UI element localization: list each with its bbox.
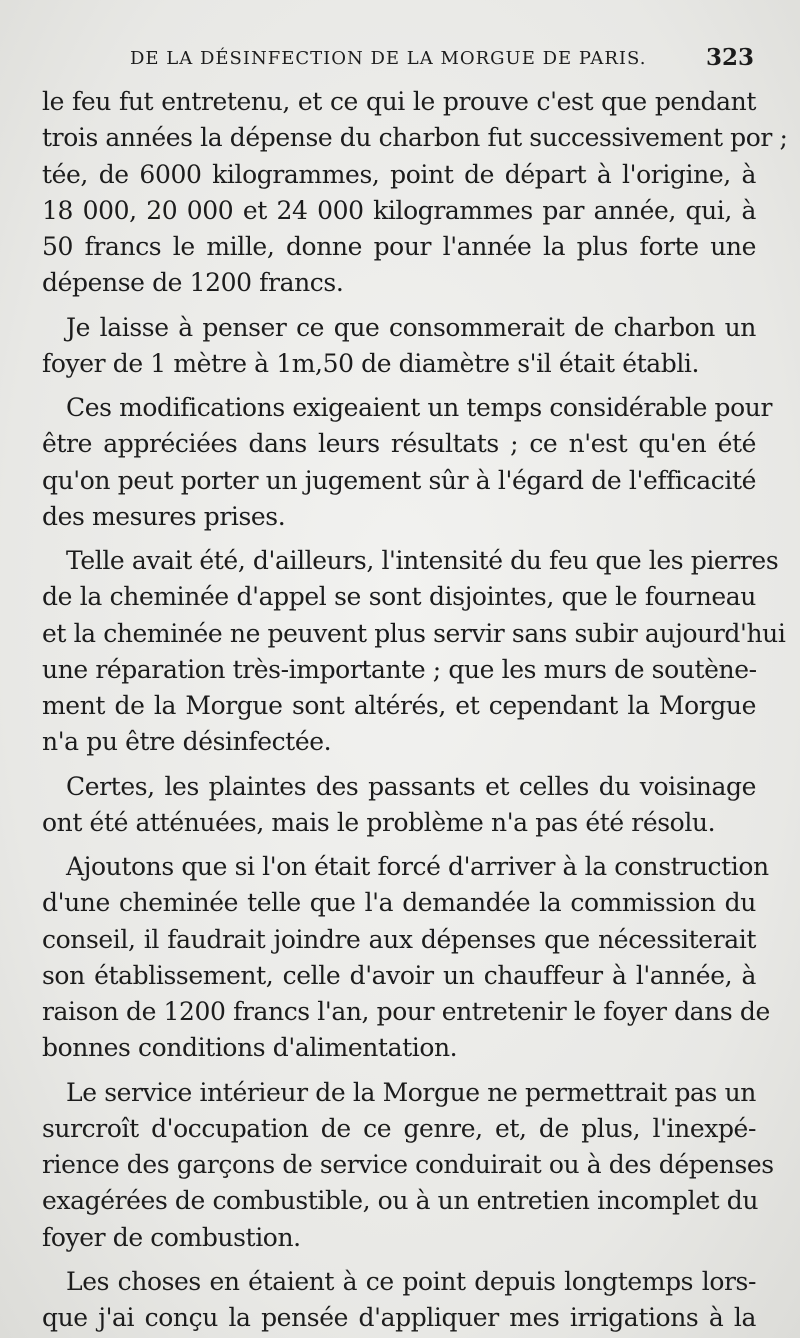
- text-line: conseil, il faudrait joindre aux dépenses que nécessiterait: [42, 924, 756, 954]
- paragraph: [42, 769, 756, 842]
- text-line: trois années la dépense du charbon fut successivement por ;: [42, 123, 788, 153]
- text-line: surcroît d'occupation de ce genre, et, de plus, l'inexpé-: [42, 1113, 756, 1143]
- text-line: bonnes conditions d'alimentation.: [42, 1033, 458, 1063]
- text-line: Telle avait été, d'ailleurs, l'intensité du feu que les pierres: [66, 546, 779, 575]
- paragraph: [42, 849, 770, 1067]
- text-line: tée, de 6000 kilogrammes, point de départ à l'origine, à: [42, 159, 756, 189]
- text-line: d'une cheminée telle que l'a demandée la commission du: [42, 888, 756, 918]
- text-line: 18 000, 20 000 et 24 000 kilogrammes par année, qui, à: [42, 195, 756, 225]
- text-line: une réparation très-importante ; que les murs de soutène-: [42, 654, 757, 684]
- text-line: Ces modifications exigeaient un temps considérable pour: [66, 393, 773, 422]
- text-line: le feu fut entretenu, et ce qui le prouve c'est que pendant: [42, 87, 756, 116]
- body-text: [42, 84, 788, 1336]
- text-line: foyer de combustion.: [42, 1222, 301, 1252]
- text-line: n'a pu être désinfectée.: [42, 727, 332, 757]
- text-line: qu'on peut porter un jugement sûr à l'égard de l'efficacité: [42, 465, 756, 495]
- text-line: Le service intérieur de la Morgue ne permettrait pas un: [66, 1077, 756, 1107]
- text-line: foyer de 1 mètre à 1m,50 de diamètre s'il était établi.: [42, 348, 700, 378]
- text-line: 50 francs le mille, donne pour l'année la plus forte une: [42, 232, 756, 261]
- paragraph: [42, 543, 786, 761]
- text-line: être appréciées dans leurs résultats ; ce n'est qu'en été: [42, 429, 756, 459]
- text-line: exagérées de combustible, ou à un entretien incomplet du: [42, 1186, 759, 1216]
- text-line: des mesures prises.: [42, 501, 286, 531]
- text-line: dépense de 1200 francs.: [42, 268, 344, 298]
- paragraph: [42, 84, 788, 302]
- text-line: Certes, les plaintes des passants et celles du voisinage: [66, 771, 756, 801]
- text-line: ment de la Morgue sont altérés, et cependant la Morgue: [42, 691, 756, 720]
- text-line: et la cheminée ne peuvent plus servir sans subir aujourd'hui: [42, 618, 786, 648]
- paragraph: [42, 1075, 774, 1256]
- page-header: [40, 44, 760, 74]
- text-line: que j'ai conçu la pensée d'appliquer mes irrigations à la: [42, 1303, 756, 1332]
- text-line: raison de 1200 francs l'an, pour entretenir le foyer dans de: [42, 997, 770, 1026]
- text-line: ont été atténuées, mais le problème n'a pas été résolu.: [42, 807, 716, 837]
- paragraph: [42, 390, 773, 535]
- text-line: son établissement, celle d'avoir un chauffeur à l'année, à: [42, 960, 756, 990]
- text-line: Ajoutons que si l'on était forcé d'arriver à la construction: [66, 852, 769, 881]
- paragraph: [42, 310, 756, 383]
- running-head: DE LA DÉSINFECTION DE LA MORGUE DE PARIS.: [130, 48, 647, 69]
- text-line: rience des garçons de service conduirait ou à des dépenses: [42, 1150, 774, 1179]
- page-number: 323: [705, 44, 754, 71]
- paragraph: [42, 1264, 756, 1337]
- text-line: Les choses en étaient à ce point depuis longtemps lors-: [66, 1266, 756, 1296]
- text-line: Je laisse à penser ce que consommerait de charbon un: [66, 312, 756, 342]
- text-line: de la cheminée d'appel se sont disjointes, que le fourneau: [42, 582, 756, 612]
